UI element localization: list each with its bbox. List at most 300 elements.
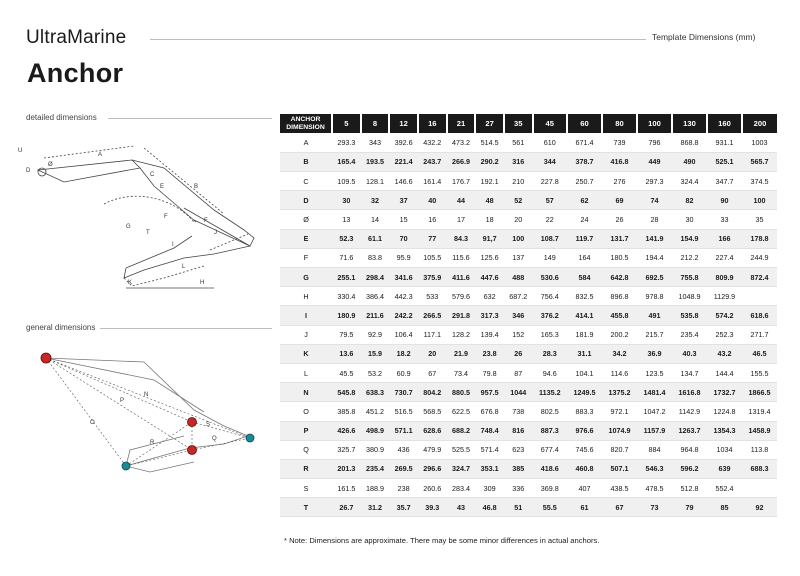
table-cell: 31.2 [367,502,382,512]
table-cell: 418.6 [540,464,559,474]
table-cell: 33 [720,215,729,225]
table-cell: 416.8 [610,157,629,167]
table-cell: 546.3 [645,464,664,474]
corner-anchor-label: ANCHOR [290,116,321,124]
label-d: D [26,168,31,174]
general-anchor-diagram [34,340,264,480]
table-cell: 964.8 [680,445,699,455]
size-header: 27 [475,114,504,133]
table-cell: 92.9 [367,330,382,340]
table-cell: 176.7 [451,176,470,186]
section-label-general: general dimensions [26,323,96,332]
table-cell: 610 [543,138,556,148]
table-row [280,383,777,402]
table-cell: 154.9 [680,234,699,244]
table-cell: 20 [428,349,437,359]
table-cell: 71.6 [339,253,354,263]
table-cell: 134.7 [680,368,699,378]
section-divider-general [100,328,272,329]
table-cell: 375.9 [423,272,442,282]
table-cell: 74 [650,195,659,205]
table-cell: 166 [718,234,731,244]
table-cell: 346 [512,310,525,320]
table-cell: 639 [718,464,731,474]
size-header: 16 [418,114,447,133]
table-cell: 283.4 [451,483,470,493]
table-cell: 1249.5 [573,387,596,397]
size-header: 21 [447,114,476,133]
table-cell: 84.3 [453,234,468,244]
size-header: 8 [361,114,390,133]
table-cell: 545.8 [337,387,356,397]
table-cell: 730.7 [394,387,413,397]
row-label: B [303,157,309,167]
table-cell: 688.3 [750,464,769,474]
table-cell: 638.3 [365,387,384,397]
table-row [280,210,777,229]
table-cell: 36.9 [647,349,662,359]
table-cell: 325.7 [337,445,356,455]
table-cell: 180.9 [337,310,356,320]
table-cell: 507.1 [610,464,629,474]
table-cell: 414.1 [575,310,594,320]
table-cell [742,287,777,306]
row-label: I [305,310,307,320]
table-cell: 200.2 [610,330,629,340]
table-row [280,133,777,152]
label-t: T [146,230,150,236]
table-cell: 18 [485,215,494,225]
table-cell: 473.2 [451,138,470,148]
table-cell: 832.5 [575,291,594,301]
table-cell: 426.6 [337,426,356,436]
table-cell: 18.2 [396,349,411,359]
table-cell: 115.6 [452,253,470,263]
table-cell: 479.9 [423,445,442,455]
section-label-detailed: detailed dimensions [26,113,97,122]
table-cell: 92 [755,502,764,512]
table-cell: 442.3 [394,291,413,301]
label-phi: Ø [48,162,53,168]
table-cell: 146.6 [394,176,413,186]
row-label: C [303,176,309,186]
table-cell: 622.5 [451,406,470,416]
size-header: 80 [602,114,637,133]
table-cell: 87 [514,368,523,378]
table-row [280,344,777,363]
label-j: J [214,230,217,236]
table-cell: 376.2 [540,310,559,320]
table-cell: 1866.5 [748,387,771,397]
table-cell: 317.3 [480,310,499,320]
row-label: H [303,291,309,301]
table-cell: 83.8 [367,253,382,263]
table-cell: 152 [512,330,525,340]
table-cell: 756.4 [540,291,559,301]
table-cell: 385 [512,464,525,474]
table-cell: 69 [615,195,624,205]
row-label: N [303,387,309,397]
table-cell: 67 [428,368,437,378]
row-label: O [303,406,309,416]
table-cell: 1074.9 [608,426,631,436]
table-cell: 571.4 [480,445,499,455]
table-cell: 165.3 [540,330,559,340]
size-header: 200 [742,114,777,133]
table-cell: 316 [512,157,525,167]
size-header: 160 [707,114,742,133]
table-cell: 533 [426,291,439,301]
table-cell: 1732.7 [713,387,736,397]
size-header: 100 [637,114,672,133]
table-row [280,459,777,478]
table-cell: 478.5 [645,483,664,493]
table-cell: 671.4 [575,138,594,148]
table-cell: 250.7 [575,176,594,186]
table-cell: 266.9 [451,157,470,167]
footnote: * Note: Dimensions are approximate. There may be some minor differences in actual anchors. [284,536,600,545]
table-cell: 1142.9 [678,406,701,416]
table-cell: 451.2 [365,406,384,416]
table-cell: 13.6 [339,349,354,359]
table-cell: 1129.9 [713,291,736,301]
table-cell: 235.4 [680,330,699,340]
table-cell: 79 [685,502,694,512]
table-cell [742,479,777,498]
table-cell: 565.7 [750,157,769,167]
table-cell: 79.8 [482,368,497,378]
row-label: T [303,502,309,512]
table-cell: 35 [755,215,764,225]
table-cell: 369.8 [540,483,559,493]
row-label: Q [303,445,309,455]
table-cell: 491 [648,310,661,320]
table-cell: 227.8 [540,176,559,186]
table-cell: 568.5 [423,406,442,416]
table-cell: 104.1 [575,368,594,378]
table-cell: 820.7 [610,445,629,455]
table-cell: 67 [615,502,624,512]
table-row [280,325,777,344]
table-cell: 79.5 [339,330,354,340]
table-cell: 26.7 [339,502,354,512]
row-label: D [303,195,309,205]
table-cell: 692.5 [645,272,664,282]
table-cell: 976.6 [575,426,594,436]
table-cell: 296.6 [423,464,442,474]
table-cell: 61.1 [367,234,382,244]
table-cell: 796 [648,138,661,148]
table-cell: 73 [650,502,659,512]
table-cell: 242.2 [394,310,413,320]
table-cell: 48 [485,195,494,205]
table-cell: 52 [514,195,523,205]
table-cell: 235.4 [365,464,384,474]
table-cell: 623 [512,445,525,455]
table-cell: 17 [456,215,465,225]
table-cell: 324.4 [680,176,699,186]
table-cell: 880.5 [451,387,470,397]
table-cell: 632 [483,291,496,301]
label-f-left: F [164,214,168,220]
table-cell: 45.5 [339,368,354,378]
table-row [280,152,777,171]
table-cell: 407 [578,483,591,493]
table-cell: 642.8 [610,272,629,282]
brand-logo: UltraMarine [26,27,127,48]
label-n: N [144,392,149,398]
table-cell: 57 [545,195,554,205]
table-row [280,191,777,210]
table-cell: 105.5 [423,253,442,263]
table-cell: 755.8 [680,272,699,282]
table-cell: 243.7 [423,157,442,167]
label-f: F [204,218,208,224]
template-dimensions-label: Template Dimensions (mm) [652,32,756,42]
table-cell: 386.4 [365,291,384,301]
table-cell: 341.6 [394,272,413,282]
table-cell: 52.3 [339,234,354,244]
table-cell: 931.1 [715,138,734,148]
table-cell: 13 [342,215,351,225]
table-cell: 525.5 [451,445,470,455]
table-cell: 15 [399,215,408,225]
label-a: A [98,152,103,158]
table-cell: 194.4 [645,253,664,263]
table-cell: 596.2 [680,464,699,474]
table-cell: 113.8 [750,445,769,455]
table-cell: 95.9 [396,253,411,263]
table-cell: 1354.3 [713,426,736,436]
table-cell: 438.5 [610,483,629,493]
table-cell: 488 [512,272,525,282]
table-cell: 181.9 [575,330,594,340]
table-cell: 436 [397,445,410,455]
size-header: 12 [389,114,418,133]
table-cell: 40.3 [682,349,697,359]
table-cell: 276 [613,176,626,186]
table-row [280,172,777,191]
table-cell: 46.8 [482,502,497,512]
label-c: C [150,172,155,178]
table-cell: 24 [580,215,589,225]
table-cell: 201.3 [337,464,356,474]
table-cell: 677.4 [540,445,559,455]
table-cell: 872.4 [750,272,769,282]
table-cell: 972.1 [610,406,629,416]
page-title: Anchor [27,58,124,88]
table-cell: 22 [545,215,554,225]
table-cell: 290.2 [480,157,499,167]
table-cell: 35.7 [396,502,411,512]
label-s: S [206,422,211,428]
table-corner-header [280,114,332,133]
table-cell: 100 [512,234,525,244]
table-cell: 164 [578,253,591,263]
table-cell: 432.2 [423,138,442,148]
table-cell: 180.5 [610,253,629,263]
table-cell: 1375.2 [608,387,631,397]
table-cell: 94.6 [542,368,557,378]
table-cell: 374.5 [750,176,769,186]
table-cell: 561 [512,138,525,148]
table-cell: 1047.2 [643,406,666,416]
table-cell: 244.9 [750,253,769,263]
table-cell: 574.2 [715,310,734,320]
table-cell: 514.5 [480,138,499,148]
table-cell: 14 [370,215,379,225]
table-cell: 739 [613,138,626,148]
table-cell: 297.3 [645,176,664,186]
label-e: E [160,184,165,190]
label-l: L [182,264,186,270]
table-cell: 141.9 [645,234,664,244]
table-cell: 51 [514,502,523,512]
table-cell: 73.4 [453,368,468,378]
table-cell: 32 [370,195,379,205]
table-cell: 221.4 [394,157,413,167]
label-o: O [90,420,95,426]
table-cell: 1319.4 [748,406,771,416]
table-cell: 745.6 [575,445,594,455]
table-cell: 192.1 [480,176,499,186]
row-label: E [303,234,309,244]
size-header: 60 [567,114,602,133]
table-cell: 20 [514,215,523,225]
table-cell: 37 [399,195,408,205]
table-cell: 804.2 [423,387,442,397]
table-cell: 884 [648,445,661,455]
label-q: Q [212,436,217,442]
table-cell: 535.8 [680,310,699,320]
table-cell: 60.9 [396,368,411,378]
table-cell: 15.9 [367,349,382,359]
label-g: G [126,224,131,230]
detailed-anchor-diagram [14,138,270,298]
row-label: P [303,426,309,436]
table-row [280,287,777,306]
table-cell: 1044 [510,387,527,397]
table-cell: 738 [512,406,525,416]
table-cell: 82 [685,195,694,205]
table-row [280,479,777,498]
table-cell: 490 [683,157,696,167]
table-cell: 1616.8 [678,387,701,397]
table-cell: 1048.9 [678,291,701,301]
table-cell: 178.8 [750,234,769,244]
table-cell: 498.9 [365,426,384,436]
table-cell: 1003 [751,138,768,148]
row-label: R [303,464,309,474]
label-b: B [194,184,199,190]
label-h: H [200,280,205,286]
table-cell: 324.7 [451,464,470,474]
table-cell: 144.4 [715,368,734,378]
header-divider [150,39,646,40]
table-cell: 816 [512,426,525,436]
table-cell: 109.5 [337,176,356,186]
table-cell: 252.3 [715,330,734,340]
table-cell: 28.3 [542,349,557,359]
table-cell: 579.6 [451,291,470,301]
table-cell: 62 [580,195,589,205]
size-header: 35 [504,114,533,133]
table-cell: 957.5 [480,387,499,397]
table-cell: 70 [399,234,408,244]
table-cell: 125.6 [480,253,499,263]
table-row [280,229,777,248]
table-cell: 108.7 [540,234,559,244]
section-divider-detailed [108,118,272,119]
table-cell: 106.4 [394,330,413,340]
table-cell: 39.3 [425,502,440,512]
row-label: Ø [303,215,309,225]
table-cell: 16 [428,215,437,225]
table-cell: 887.3 [540,426,559,436]
table-row [280,268,777,287]
table-header-row [280,114,777,133]
size-header: 130 [672,114,707,133]
table-cell: 30 [685,215,694,225]
table-row [280,440,777,459]
table-cell: 161.4 [423,176,442,186]
table-cell: 584 [578,272,591,282]
table-cell: 618.6 [750,310,769,320]
row-label: J [304,330,308,340]
table-cell: 676.8 [480,406,499,416]
row-label: L [304,368,308,378]
table-cell: 330.4 [337,291,356,301]
table-body [280,133,777,517]
table-cell: 449 [648,157,661,167]
table-cell: 128.1 [365,176,384,186]
table-row [280,402,777,421]
table-cell: 266.5 [423,310,442,320]
corner-dimension-label: DIMENSION [286,123,325,131]
label-i: I [172,242,174,248]
table-cell: 117.1 [423,330,442,340]
table-cell: 149 [543,253,556,263]
table-cell: 55.5 [542,502,557,512]
table-cell: 455.8 [610,310,629,320]
table-cell: 77 [428,234,437,244]
table-cell: 628.6 [423,426,442,436]
table-cell: 30 [342,195,351,205]
table-row [280,498,777,517]
table-cell: 26 [514,349,523,359]
table-cell: 90 [720,195,729,205]
table-cell: 40 [428,195,437,205]
table-cell: 46.5 [752,349,767,359]
table-cell: 1458.9 [748,426,771,436]
table-row [280,248,777,267]
table-cell: 571.1 [394,426,413,436]
table-cell: 392.6 [394,138,413,148]
table-cell: 53.2 [367,368,382,378]
table-cell: 61 [580,502,589,512]
table-cell: 28 [650,215,659,225]
table-cell: 139.4 [480,330,499,340]
table-cell: 211.6 [366,310,384,320]
table-cell: 210 [512,176,525,186]
table-cell: 309 [483,483,496,493]
table-cell: 896.8 [610,291,629,301]
table-cell: 347.7 [715,176,734,186]
table-cell: 215.7 [645,330,664,340]
row-label: A [303,138,309,148]
table-cell: 1224.8 [713,406,736,416]
row-label: G [303,272,309,282]
